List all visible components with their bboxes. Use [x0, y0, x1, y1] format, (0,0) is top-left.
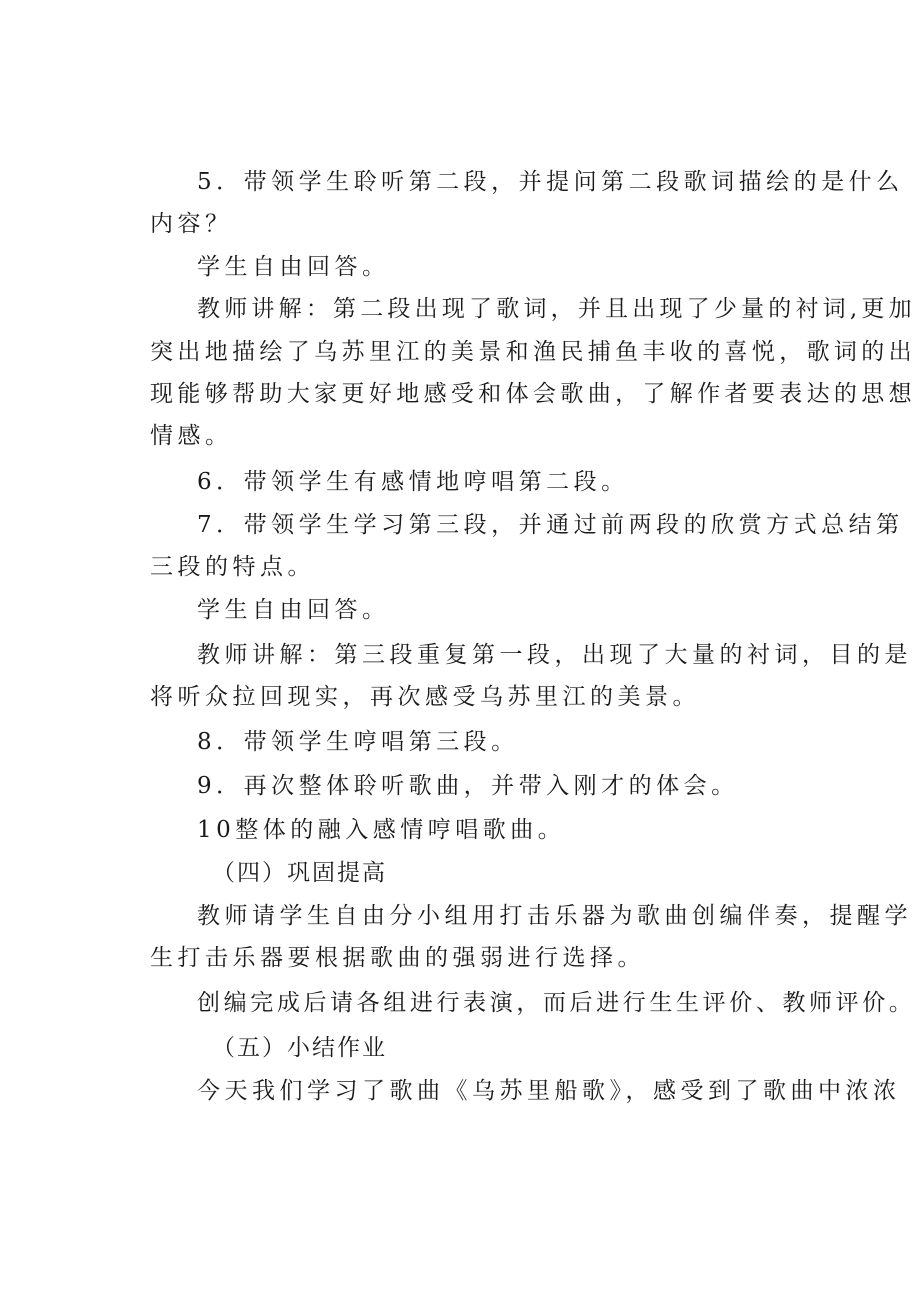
teacher-explain-1-line-4: 情感。: [150, 423, 233, 449]
section-heading-5: （五）小结作业: [212, 1035, 387, 1061]
teacher-explain-1-line-2: 突出地描绘了乌苏里江的美景和渔民捕鱼丰收的喜悦，歌词的出: [150, 339, 916, 365]
step-5-line-1: 5．带领学生聆听第二段，并提问第二段歌词描绘的是什么: [197, 169, 904, 195]
step-5-line-2: 内容？: [150, 211, 233, 237]
teacher-explain-2-line-1: 教师讲解：第三段重复第一段，出现了大量的衬词，目的是: [197, 642, 912, 668]
step-6: 6．带领学生有感情地哼唱第二段。: [197, 469, 629, 495]
teacher-explain-1-line-1: 教师讲解：第二段出现了歌词，并且出现了少量的衬词,更加: [197, 296, 916, 322]
step-9: 9．再次整体聆听歌曲，并带入刚才的体会。: [197, 773, 739, 799]
student-answer-2: 学生自由回答。: [197, 597, 390, 623]
section-heading-4: （四）巩固提高: [212, 860, 387, 886]
teacher-explain-1-line-3: 现能够帮助大家更好地感受和体会歌曲，了解作者要表达的思想: [150, 381, 916, 407]
step-10: 10整体的融入感情哼唱歌曲。: [197, 817, 566, 843]
teacher-explain-2-line-2: 将听众拉回现实，再次感受乌苏里江的美景。: [150, 684, 700, 710]
consolidate-line-1: 教师请学生自由分小组用打击乐器为歌曲创编伴奏，提醒学: [197, 903, 912, 929]
step-8: 8．带领学生哼唱第三段。: [197, 729, 519, 755]
step-7-line-2: 三段的特点。: [150, 554, 315, 580]
step-7-line-1: 7．带领学生学习第三段，并通过前两段的欣赏方式总结第: [197, 512, 904, 538]
consolidate-line-3: 创编完成后请各组进行表演，而后进行生生评价、教师评价。: [197, 990, 916, 1016]
student-answer-1: 学生自由回答。: [197, 254, 390, 280]
consolidate-line-2: 生打击乐器要根据歌曲的强弱进行选择。: [150, 945, 645, 971]
summary-line-1: 今天我们学习了歌曲《乌苏里船歌》，感受到了歌曲中浓浓: [197, 1078, 901, 1104]
